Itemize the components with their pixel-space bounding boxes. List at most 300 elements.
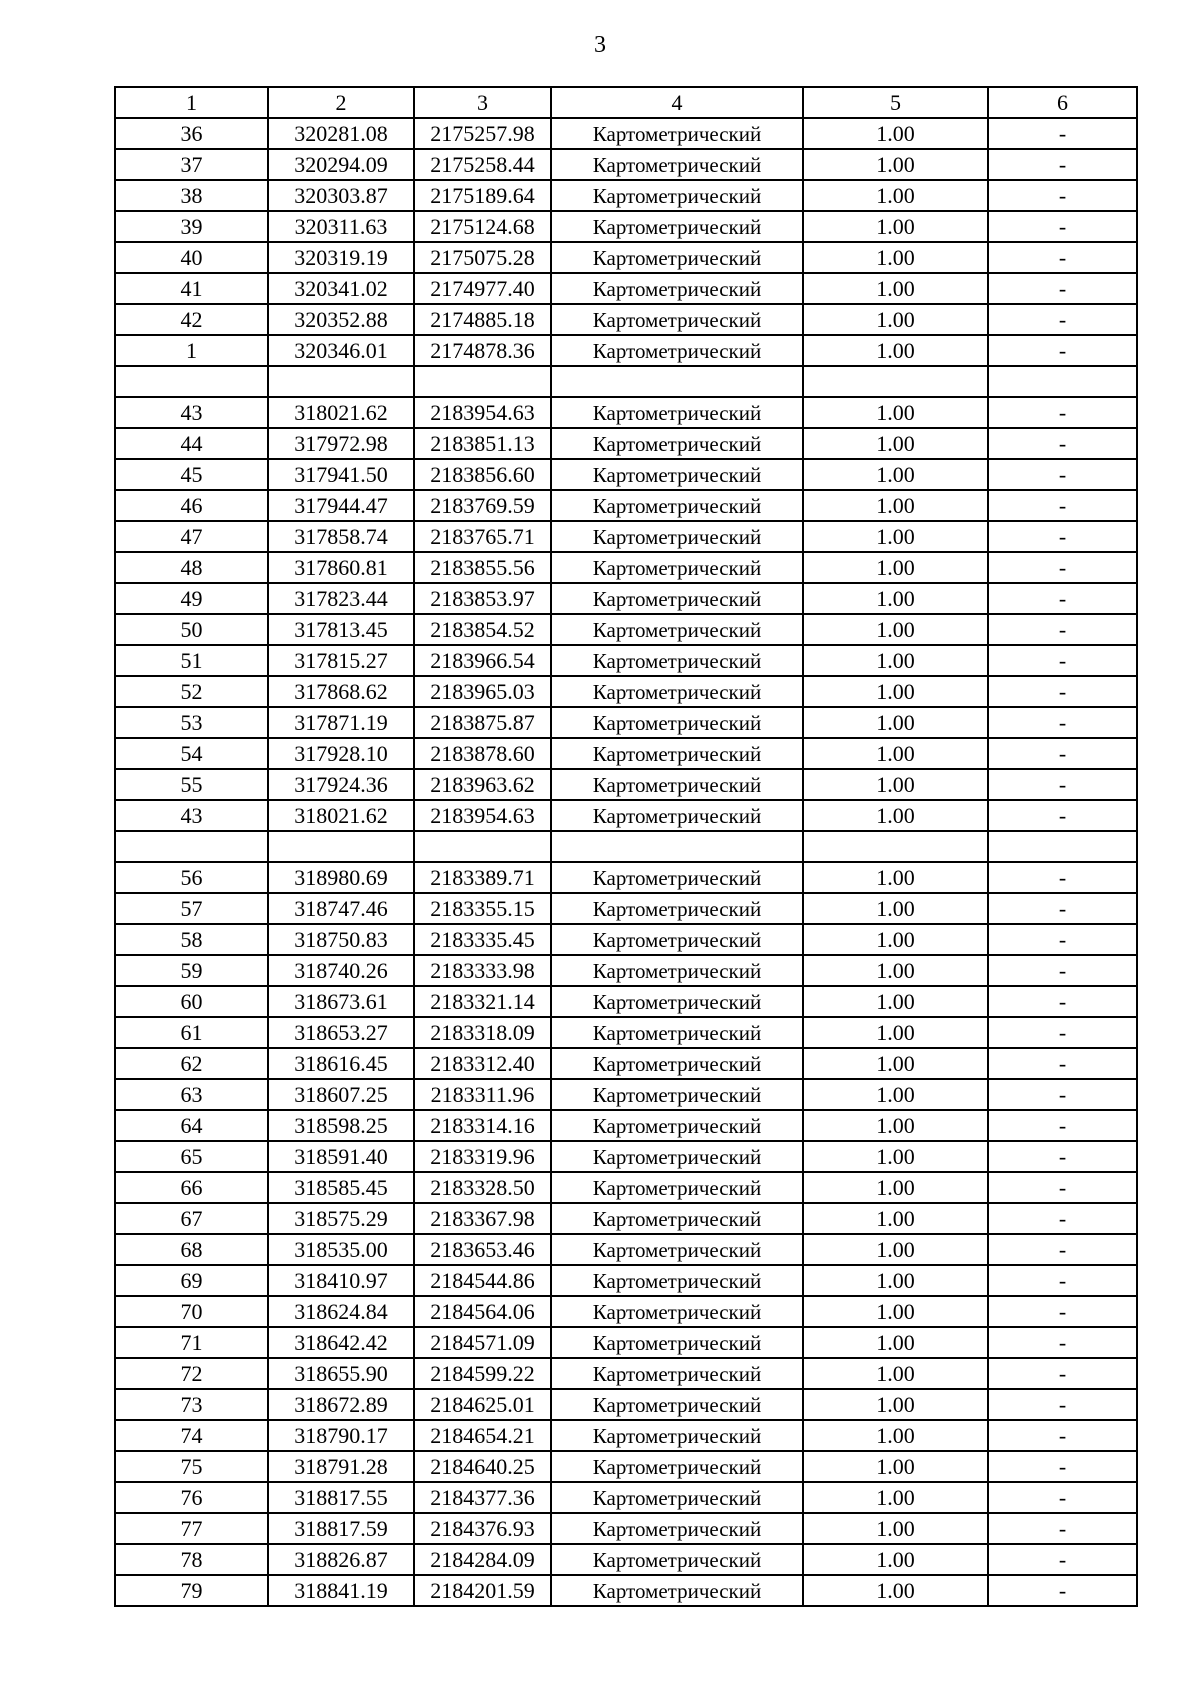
- x-coordinate-cell: 318653.27: [268, 1017, 414, 1048]
- x-coordinate-cell: 318598.25: [268, 1110, 414, 1141]
- y-coordinate-cell: 2184544.86: [414, 1265, 551, 1296]
- method-cell: Картометрический: [551, 490, 803, 521]
- y-coordinate-cell: 2184564.06: [414, 1296, 551, 1327]
- point-number-cell: 55: [115, 769, 268, 800]
- y-coordinate-cell: [414, 831, 551, 862]
- table-row: [115, 707, 1137, 738]
- table-row: [115, 397, 1137, 428]
- table-row: [115, 211, 1137, 242]
- table-body: [115, 87, 1137, 1606]
- note-cell: -: [988, 180, 1137, 211]
- y-coordinate-cell: 2174977.40: [414, 273, 551, 304]
- point-number-cell: 68: [115, 1234, 268, 1265]
- point-number-cell: 47: [115, 521, 268, 552]
- header-col-4: 4: [551, 87, 803, 118]
- accuracy-cell: 1.00: [803, 1358, 988, 1389]
- accuracy-cell: 1.00: [803, 1451, 988, 1482]
- y-coordinate-cell: 2183878.60: [414, 738, 551, 769]
- note-cell: -: [988, 490, 1137, 521]
- method-cell: Картометрический: [551, 1141, 803, 1172]
- point-number-cell: 50: [115, 614, 268, 645]
- x-coordinate-cell: 318642.42: [268, 1327, 414, 1358]
- x-coordinate-cell: 320303.87: [268, 180, 414, 211]
- point-number-cell: 49: [115, 583, 268, 614]
- point-number-cell: 72: [115, 1358, 268, 1389]
- x-coordinate-cell: 318616.45: [268, 1048, 414, 1079]
- header-col-5: 5: [803, 87, 988, 118]
- x-coordinate-cell: 317815.27: [268, 645, 414, 676]
- point-number-cell: 45: [115, 459, 268, 490]
- method-cell: Картометрический: [551, 924, 803, 955]
- x-coordinate-cell: 318021.62: [268, 800, 414, 831]
- table-row: [115, 1017, 1137, 1048]
- method-cell: Картометрический: [551, 273, 803, 304]
- method-cell: Картометрический: [551, 769, 803, 800]
- x-coordinate-cell: 318607.25: [268, 1079, 414, 1110]
- note-cell: -: [988, 986, 1137, 1017]
- note-cell: -: [988, 397, 1137, 428]
- point-number-cell: 1: [115, 335, 268, 366]
- table-row: [115, 1048, 1137, 1079]
- accuracy-cell: 1.00: [803, 986, 988, 1017]
- method-cell: Картометрический: [551, 428, 803, 459]
- method-cell: Картометрический: [551, 335, 803, 366]
- method-cell: Картометрический: [551, 1048, 803, 1079]
- y-coordinate-cell: 2184201.59: [414, 1575, 551, 1606]
- table-row: [115, 273, 1137, 304]
- y-coordinate-cell: 2175189.64: [414, 180, 551, 211]
- table-row: [115, 1110, 1137, 1141]
- note-cell: -: [988, 1451, 1137, 1482]
- point-number-cell: 62: [115, 1048, 268, 1079]
- point-number-cell: 38: [115, 180, 268, 211]
- table-row: [115, 1141, 1137, 1172]
- y-coordinate-cell: 2183954.63: [414, 800, 551, 831]
- point-number-cell: 79: [115, 1575, 268, 1606]
- point-number-cell: [115, 831, 268, 862]
- method-cell: [551, 831, 803, 862]
- y-coordinate-cell: 2183963.62: [414, 769, 551, 800]
- y-coordinate-cell: 2175124.68: [414, 211, 551, 242]
- note-cell: -: [988, 1079, 1137, 1110]
- note-cell: -: [988, 1513, 1137, 1544]
- y-coordinate-cell: 2183765.71: [414, 521, 551, 552]
- y-coordinate-cell: 2183318.09: [414, 1017, 551, 1048]
- table-row: [115, 149, 1137, 180]
- note-cell: -: [988, 335, 1137, 366]
- header-col-2: 2: [268, 87, 414, 118]
- table-row: [115, 583, 1137, 614]
- x-coordinate-cell: 320319.19: [268, 242, 414, 273]
- y-coordinate-cell: 2183966.54: [414, 645, 551, 676]
- point-number-cell: 43: [115, 800, 268, 831]
- x-coordinate-cell: 318585.45: [268, 1172, 414, 1203]
- table-row: [115, 1265, 1137, 1296]
- y-coordinate-cell: 2183312.40: [414, 1048, 551, 1079]
- x-coordinate-cell: 318790.17: [268, 1420, 414, 1451]
- table-row: [115, 862, 1137, 893]
- point-number-cell: 73: [115, 1389, 268, 1420]
- note-cell: -: [988, 242, 1137, 273]
- method-cell: Картометрический: [551, 1234, 803, 1265]
- x-coordinate-cell: 318747.46: [268, 893, 414, 924]
- header-col-1: 1: [115, 87, 268, 118]
- x-coordinate-cell: 318740.26: [268, 955, 414, 986]
- note-cell: -: [988, 1017, 1137, 1048]
- accuracy-cell: 1.00: [803, 211, 988, 242]
- accuracy-cell: 1.00: [803, 1420, 988, 1451]
- method-cell: Картометрический: [551, 1513, 803, 1544]
- table-row: [115, 1451, 1137, 1482]
- accuracy-cell: 1.00: [803, 1079, 988, 1110]
- x-coordinate-cell: 317823.44: [268, 583, 414, 614]
- method-cell: Картометрический: [551, 893, 803, 924]
- method-cell: Картометрический: [551, 1482, 803, 1513]
- method-cell: Картометрический: [551, 1296, 803, 1327]
- accuracy-cell: 1.00: [803, 490, 988, 521]
- method-cell: Картометрический: [551, 1110, 803, 1141]
- accuracy-cell: 1.00: [803, 738, 988, 769]
- y-coordinate-cell: 2175258.44: [414, 149, 551, 180]
- point-number-cell: 63: [115, 1079, 268, 1110]
- note-cell: -: [988, 1482, 1137, 1513]
- method-cell: Картометрический: [551, 1017, 803, 1048]
- x-coordinate-cell: 318021.62: [268, 397, 414, 428]
- coordinates-table: [114, 86, 1138, 1607]
- x-coordinate-cell: 320311.63: [268, 211, 414, 242]
- table-row: [115, 986, 1137, 1017]
- accuracy-cell: 1.00: [803, 304, 988, 335]
- accuracy-cell: 1.00: [803, 521, 988, 552]
- point-number-cell: 71: [115, 1327, 268, 1358]
- x-coordinate-cell: 320352.88: [268, 304, 414, 335]
- table-row: [115, 769, 1137, 800]
- x-coordinate-cell: 320281.08: [268, 118, 414, 149]
- method-cell: Картометрический: [551, 800, 803, 831]
- point-number-cell: 61: [115, 1017, 268, 1048]
- point-number-cell: 40: [115, 242, 268, 273]
- note-cell: -: [988, 862, 1137, 893]
- y-coordinate-cell: 2183333.98: [414, 955, 551, 986]
- y-coordinate-cell: 2183954.63: [414, 397, 551, 428]
- x-coordinate-cell: 317868.62: [268, 676, 414, 707]
- method-cell: Картометрический: [551, 521, 803, 552]
- x-coordinate-cell: 318750.83: [268, 924, 414, 955]
- note-cell: -: [988, 800, 1137, 831]
- y-coordinate-cell: 2183854.52: [414, 614, 551, 645]
- y-coordinate-cell: 2183335.45: [414, 924, 551, 955]
- point-number-cell: 57: [115, 893, 268, 924]
- x-coordinate-cell: 318980.69: [268, 862, 414, 893]
- accuracy-cell: 1.00: [803, 1203, 988, 1234]
- y-coordinate-cell: 2184640.25: [414, 1451, 551, 1482]
- note-cell: -: [988, 149, 1137, 180]
- method-cell: Картометрический: [551, 955, 803, 986]
- note-cell: -: [988, 645, 1137, 676]
- x-coordinate-cell: [268, 366, 414, 397]
- note-cell: -: [988, 738, 1137, 769]
- accuracy-cell: 1.00: [803, 1172, 988, 1203]
- method-cell: Картометрический: [551, 738, 803, 769]
- accuracy-cell: 1.00: [803, 273, 988, 304]
- y-coordinate-cell: 2174885.18: [414, 304, 551, 335]
- table-row: [115, 1389, 1137, 1420]
- accuracy-cell: 1.00: [803, 1110, 988, 1141]
- accuracy-cell: 1.00: [803, 552, 988, 583]
- point-number-cell: 59: [115, 955, 268, 986]
- note-cell: -: [988, 428, 1137, 459]
- note-cell: -: [988, 676, 1137, 707]
- x-coordinate-cell: 317941.50: [268, 459, 414, 490]
- accuracy-cell: 1.00: [803, 1017, 988, 1048]
- accuracy-cell: 1.00: [803, 397, 988, 428]
- method-cell: Картометрический: [551, 1420, 803, 1451]
- accuracy-cell: 1.00: [803, 1544, 988, 1575]
- x-coordinate-cell: [268, 831, 414, 862]
- table-row: [115, 1079, 1137, 1110]
- table-row: [115, 459, 1137, 490]
- table-row: [115, 1482, 1137, 1513]
- accuracy-cell: 1.00: [803, 1296, 988, 1327]
- method-cell: Картометрический: [551, 552, 803, 583]
- point-number-cell: 36: [115, 118, 268, 149]
- accuracy-cell: 1.00: [803, 769, 988, 800]
- method-cell: Картометрический: [551, 1358, 803, 1389]
- x-coordinate-cell: 317871.19: [268, 707, 414, 738]
- table-row: [115, 738, 1137, 769]
- accuracy-cell: 1.00: [803, 1327, 988, 1358]
- method-cell: Картометрический: [551, 583, 803, 614]
- y-coordinate-cell: 2183875.87: [414, 707, 551, 738]
- separator-row: [115, 831, 1137, 862]
- y-coordinate-cell: 2183328.50: [414, 1172, 551, 1203]
- x-coordinate-cell: 318841.19: [268, 1575, 414, 1606]
- x-coordinate-cell: 318673.61: [268, 986, 414, 1017]
- table-row: [115, 893, 1137, 924]
- point-number-cell: 60: [115, 986, 268, 1017]
- note-cell: -: [988, 1420, 1137, 1451]
- method-cell: Картометрический: [551, 304, 803, 335]
- y-coordinate-cell: 2183321.14: [414, 986, 551, 1017]
- x-coordinate-cell: 318791.28: [268, 1451, 414, 1482]
- table-row: [115, 676, 1137, 707]
- method-cell: Картометрический: [551, 1575, 803, 1606]
- separator-row: [115, 366, 1137, 397]
- y-coordinate-cell: 2174878.36: [414, 335, 551, 366]
- accuracy-cell: 1.00: [803, 1048, 988, 1079]
- note-cell: -: [988, 707, 1137, 738]
- accuracy-cell: 1.00: [803, 335, 988, 366]
- accuracy-cell: [803, 366, 988, 397]
- note-cell: -: [988, 211, 1137, 242]
- x-coordinate-cell: 318672.89: [268, 1389, 414, 1420]
- y-coordinate-cell: 2175257.98: [414, 118, 551, 149]
- note-cell: -: [988, 1048, 1137, 1079]
- note-cell: -: [988, 1110, 1137, 1141]
- x-coordinate-cell: 317928.10: [268, 738, 414, 769]
- x-coordinate-cell: 318575.29: [268, 1203, 414, 1234]
- table-row: [115, 1234, 1137, 1265]
- accuracy-cell: 1.00: [803, 645, 988, 676]
- y-coordinate-cell: 2184625.01: [414, 1389, 551, 1420]
- note-cell: -: [988, 552, 1137, 583]
- x-coordinate-cell: 320294.09: [268, 149, 414, 180]
- table-row: [115, 1513, 1137, 1544]
- header-col-6: 6: [988, 87, 1137, 118]
- note-cell: -: [988, 118, 1137, 149]
- method-cell: [551, 366, 803, 397]
- accuracy-cell: [803, 831, 988, 862]
- y-coordinate-cell: 2183856.60: [414, 459, 551, 490]
- y-coordinate-cell: 2184654.21: [414, 1420, 551, 1451]
- y-coordinate-cell: 2183769.59: [414, 490, 551, 521]
- accuracy-cell: 1.00: [803, 459, 988, 490]
- accuracy-cell: 1.00: [803, 1141, 988, 1172]
- y-coordinate-cell: [414, 366, 551, 397]
- point-number-cell: 43: [115, 397, 268, 428]
- table-row: [115, 1327, 1137, 1358]
- header-col-3: 3: [414, 87, 551, 118]
- note-cell: -: [988, 1389, 1137, 1420]
- note-cell: -: [988, 893, 1137, 924]
- point-number-cell: 41: [115, 273, 268, 304]
- y-coordinate-cell: 2184284.09: [414, 1544, 551, 1575]
- y-coordinate-cell: 2184376.93: [414, 1513, 551, 1544]
- point-number-cell: 74: [115, 1420, 268, 1451]
- method-cell: Картометрический: [551, 149, 803, 180]
- point-number-cell: 53: [115, 707, 268, 738]
- accuracy-cell: 1.00: [803, 1389, 988, 1420]
- table-row: [115, 118, 1137, 149]
- accuracy-cell: 1.00: [803, 118, 988, 149]
- point-number-cell: 56: [115, 862, 268, 893]
- note-cell: -: [988, 1327, 1137, 1358]
- note-cell: [988, 366, 1137, 397]
- table-row: [115, 645, 1137, 676]
- table-row: [115, 1544, 1137, 1575]
- y-coordinate-cell: 2184599.22: [414, 1358, 551, 1389]
- method-cell: Картометрический: [551, 645, 803, 676]
- note-cell: -: [988, 614, 1137, 645]
- method-cell: Картометрический: [551, 1203, 803, 1234]
- method-cell: Картометрический: [551, 614, 803, 645]
- table-row: [115, 180, 1137, 211]
- point-number-cell: 64: [115, 1110, 268, 1141]
- table-row: [115, 955, 1137, 986]
- method-cell: Картометрический: [551, 180, 803, 211]
- table-row: [115, 521, 1137, 552]
- point-number-cell: [115, 366, 268, 397]
- method-cell: Картометрический: [551, 1451, 803, 1482]
- method-cell: Картометрический: [551, 397, 803, 428]
- y-coordinate-cell: 2183851.13: [414, 428, 551, 459]
- point-number-cell: 46: [115, 490, 268, 521]
- method-cell: Картометрический: [551, 211, 803, 242]
- table-row: [115, 428, 1137, 459]
- method-cell: Картометрический: [551, 862, 803, 893]
- accuracy-cell: 1.00: [803, 955, 988, 986]
- point-number-cell: 58: [115, 924, 268, 955]
- x-coordinate-cell: 317944.47: [268, 490, 414, 521]
- accuracy-cell: 1.00: [803, 800, 988, 831]
- point-number-cell: 70: [115, 1296, 268, 1327]
- table-row: [115, 800, 1137, 831]
- accuracy-cell: 1.00: [803, 242, 988, 273]
- x-coordinate-cell: 318624.84: [268, 1296, 414, 1327]
- point-number-cell: 39: [115, 211, 268, 242]
- note-cell: -: [988, 769, 1137, 800]
- point-number-cell: 51: [115, 645, 268, 676]
- method-cell: Картометрический: [551, 1172, 803, 1203]
- y-coordinate-cell: 2183319.96: [414, 1141, 551, 1172]
- x-coordinate-cell: 320346.01: [268, 335, 414, 366]
- y-coordinate-cell: 2183965.03: [414, 676, 551, 707]
- point-number-cell: 77: [115, 1513, 268, 1544]
- method-cell: Картометрический: [551, 1079, 803, 1110]
- table-row: [115, 1203, 1137, 1234]
- note-cell: -: [988, 304, 1137, 335]
- method-cell: Картометрический: [551, 676, 803, 707]
- note-cell: -: [988, 1141, 1137, 1172]
- note-cell: -: [988, 1544, 1137, 1575]
- table-row: [115, 924, 1137, 955]
- x-coordinate-cell: 317858.74: [268, 521, 414, 552]
- accuracy-cell: 1.00: [803, 149, 988, 180]
- y-coordinate-cell: 2183853.97: [414, 583, 551, 614]
- x-coordinate-cell: 318535.00: [268, 1234, 414, 1265]
- table-row: [115, 242, 1137, 273]
- method-cell: Картометрический: [551, 118, 803, 149]
- table-row: [115, 304, 1137, 335]
- note-cell: -: [988, 924, 1137, 955]
- table-row: [115, 1172, 1137, 1203]
- table-row: [115, 1358, 1137, 1389]
- y-coordinate-cell: 2183855.56: [414, 552, 551, 583]
- point-number-cell: 67: [115, 1203, 268, 1234]
- point-number-cell: 42: [115, 304, 268, 335]
- y-coordinate-cell: 2183653.46: [414, 1234, 551, 1265]
- note-cell: -: [988, 459, 1137, 490]
- x-coordinate-cell: 318817.59: [268, 1513, 414, 1544]
- y-coordinate-cell: 2175075.28: [414, 242, 551, 273]
- accuracy-cell: 1.00: [803, 1575, 988, 1606]
- method-cell: Картометрический: [551, 707, 803, 738]
- table-row: [115, 552, 1137, 583]
- accuracy-cell: 1.00: [803, 862, 988, 893]
- point-number-cell: 37: [115, 149, 268, 180]
- note-cell: -: [988, 955, 1137, 986]
- y-coordinate-cell: 2183311.96: [414, 1079, 551, 1110]
- table-header-row: [115, 87, 1137, 118]
- accuracy-cell: 1.00: [803, 1234, 988, 1265]
- point-number-cell: 44: [115, 428, 268, 459]
- point-number-cell: 75: [115, 1451, 268, 1482]
- point-number-cell: 65: [115, 1141, 268, 1172]
- point-number-cell: 69: [115, 1265, 268, 1296]
- x-coordinate-cell: 318655.90: [268, 1358, 414, 1389]
- note-cell: -: [988, 1203, 1137, 1234]
- accuracy-cell: 1.00: [803, 676, 988, 707]
- table-row: [115, 335, 1137, 366]
- table-row: [115, 1296, 1137, 1327]
- note-cell: -: [988, 521, 1137, 552]
- point-number-cell: 52: [115, 676, 268, 707]
- accuracy-cell: 1.00: [803, 1265, 988, 1296]
- note-cell: [988, 831, 1137, 862]
- accuracy-cell: 1.00: [803, 924, 988, 955]
- method-cell: Картометрический: [551, 1327, 803, 1358]
- x-coordinate-cell: 317972.98: [268, 428, 414, 459]
